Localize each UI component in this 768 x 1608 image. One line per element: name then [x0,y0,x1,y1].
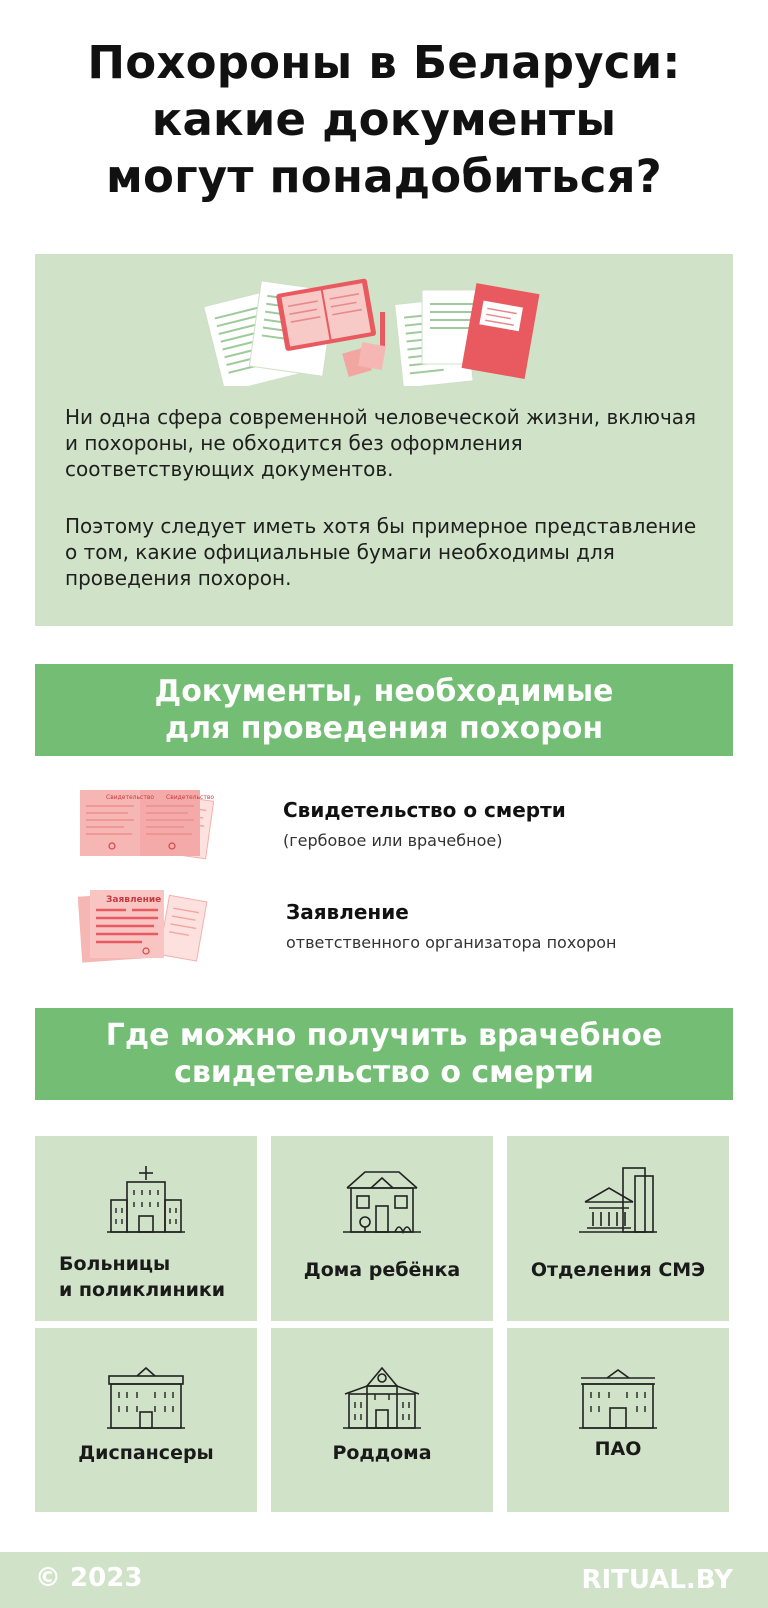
place-label-hospitals-line-1: Больницы [59,1253,171,1275]
brand-logo-text: RITUAL.BY [581,1565,733,1595]
documents-section-heading [35,664,733,756]
maternity-building-icon [343,1364,421,1434]
institute-building-icon [579,1364,657,1434]
document-2-title: Заявление [286,900,409,924]
certificate-label-right: Свидетельство [166,794,214,801]
places-heading-line-1: Где можно получить врачебное [105,1018,663,1053]
certificate-icon [78,788,214,860]
clinic-building-icon [107,1364,185,1434]
place-tile-dispensaries [35,1328,257,1512]
place-label-pao: ПАО [594,1438,642,1460]
documents-heading-line-2: для проведения похорон [164,711,604,746]
title-line-2: какие документы [151,93,617,146]
application-icon [78,888,208,964]
documents-heading-line-1: Документы, необходимые [154,674,614,709]
place-tile-childrens-homes [271,1136,493,1321]
footer [0,1552,768,1608]
hospital-icon [107,1164,185,1234]
intro-panel [35,254,733,626]
copyright-text: © 2023 [35,1563,143,1593]
document-1-subtitle: (гербовое или врачебное) [283,831,503,850]
place-label-maternity-hospitals: Роддома [332,1442,432,1464]
place-label-childrens-homes: Дома ребёнка [303,1259,461,1281]
place-tile-pao [507,1328,729,1512]
place-label-sme-departments: Отделения СМЭ [530,1259,706,1281]
place-tile-maternity-hospitals [271,1328,493,1512]
intro-paragraph-1: Ни одна сфера современной человеческой жизни, включая и похороны, не обходится без оформления соответствующих документов. [65,405,697,481]
document-2-subtitle: ответственного организатора похорон [286,933,617,952]
place-tile-hospitals [35,1136,257,1321]
house-icon [343,1166,421,1236]
application-form-label: Заявление [106,895,162,905]
title-line-1: Похороны в Беларуси: [87,36,681,89]
place-label-dispensaries: Диспансеры [78,1442,214,1464]
places-section-heading [35,1008,733,1100]
places-heading-line-2: свидетельство о смерти [174,1055,594,1090]
certificate-label-left: Свидетельство [106,794,155,801]
intro-paragraph-2: Поэтому следует иметь хотя бы примерное представление о том, какие официальные бумаги необходимы для проведения похорон. [65,514,697,590]
documents-illustration-icon [200,274,580,386]
place-label-hospitals [59,1251,281,1303]
place-tile-sme-departments [507,1136,729,1321]
title-line-3: могут понадобиться? [106,150,662,203]
place-label-hospitals-line-2: и поликлиники [59,1279,226,1301]
page-title [0,34,768,205]
government-building-icon [579,1166,657,1236]
document-1-title: Свидетельство о смерти [283,798,566,822]
